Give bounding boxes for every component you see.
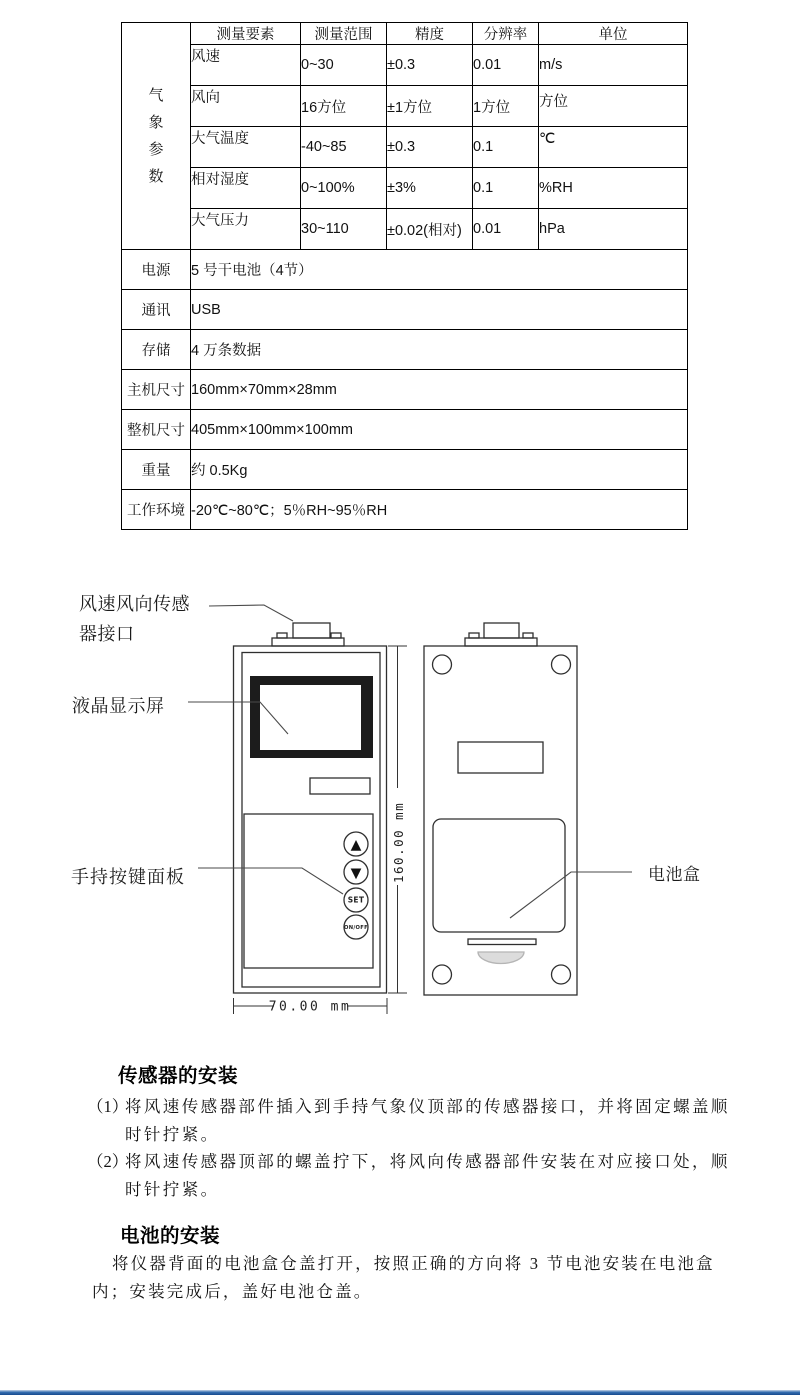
keypad-leader [198, 868, 343, 894]
info-value-cell: 4 万条数据 [191, 330, 688, 370]
sensor-port-leader [209, 605, 293, 621]
param-element-cell: 风向 [191, 86, 301, 127]
device-diagram [0, 580, 800, 1050]
sensor-port-lug-left [277, 633, 287, 638]
install-step [89, 1148, 737, 1203]
info-label-cell: 重量 [122, 450, 191, 490]
param-resolution-cell: 0.01 [473, 209, 539, 250]
param-element-cell: 相对湿度 [191, 168, 301, 209]
screw-hole [552, 965, 571, 984]
param-range-cell: 0~100% [301, 168, 387, 209]
down-arrow-icon: ▼ [350, 865, 362, 882]
install-step [89, 1093, 737, 1148]
section-title-battery-install: 电池的安装 [120, 1226, 221, 1247]
param-accuracy-cell: ±3% [387, 168, 473, 209]
back-port-connector [484, 623, 519, 638]
sensor-install-steps [89, 1093, 737, 1203]
set-button-label: SET [347, 895, 365, 905]
battery-cover-slot [468, 939, 536, 945]
weather-params-group-label: 气象参数 [148, 87, 164, 185]
info-value-cell: 5 号干电池（4节） [191, 250, 688, 290]
back-view [424, 623, 577, 995]
sensor-port-connector [293, 623, 330, 638]
step-number: （1） [87, 1097, 129, 1116]
param-unit-cell: ℃ [539, 127, 688, 168]
step-text: 将风速传感器部件插入到手持气象仪顶部的传感器接口，并将固定螺盖顺时针拧紧。 [125, 1097, 730, 1144]
lcd-screen [260, 685, 361, 750]
info-value-cell: 约 0.5Kg [191, 450, 688, 490]
param-range-cell: 16方位 [301, 86, 387, 127]
param-element-cell: 大气压力 [191, 209, 301, 250]
param-accuracy-cell: ±0.02(相对) [387, 209, 473, 250]
info-row [122, 370, 688, 410]
param-resolution-cell: 0.1 [473, 127, 539, 168]
column-header: 单位 [539, 23, 688, 45]
screw-hole [433, 655, 452, 674]
param-element-cell: 风速 [191, 45, 301, 86]
info-value-cell: 160mm×70mm×28mm [191, 370, 688, 410]
param-unit-cell: 方位 [539, 86, 688, 127]
info-value-cell: -20℃~80℃；5％RH~95％RH [191, 490, 688, 530]
section-title-sensor-install: 传感器的安装 [118, 1066, 239, 1087]
info-label-cell: 整机尺寸 [122, 410, 191, 450]
info-row [122, 410, 688, 450]
info-label-cell: 主机尺寸 [122, 370, 191, 410]
param-unit-cell: %RH [539, 168, 688, 209]
info-row [122, 250, 688, 290]
param-resolution-cell: 0.01 [473, 45, 539, 86]
param-row [122, 86, 688, 127]
back-case-outline [424, 646, 577, 995]
info-row [122, 290, 688, 330]
back-port-lug-left [469, 633, 479, 638]
info-row [122, 490, 688, 530]
height-dimension: 160.00 mm [391, 801, 406, 883]
footer-rule [0, 1390, 800, 1395]
battery-cover [433, 819, 565, 932]
battery-install-paragraph: 将仪器背面的电池盒仓盖打开，按照正确的方向将 3 节电池安装在电池盒内；安装完成后，盖好电池仓盖。 [92, 1254, 715, 1301]
param-unit-cell: m/s [539, 45, 688, 86]
param-resolution-cell: 0.1 [473, 168, 539, 209]
param-row [122, 127, 688, 168]
param-element-cell: 大气温度 [191, 127, 301, 168]
screw-hole [552, 655, 571, 674]
front-small-window [310, 778, 370, 794]
spec-header-row [122, 23, 688, 45]
sensor-port-base [272, 638, 344, 646]
screw-hole [433, 965, 452, 984]
info-label-cell: 存储 [122, 330, 191, 370]
keypad-label: 手持按键面板 [71, 867, 185, 887]
info-value-cell: USB [191, 290, 688, 330]
battery-leader [510, 872, 632, 918]
width-dimension: 70.00 mm [268, 999, 352, 1015]
column-header: 精度 [387, 23, 473, 45]
step-text: 将风速传感器顶部的螺盖拧下，将风向传感器部件安装在对应接口处，顺时针拧紧。 [125, 1152, 730, 1199]
back-port-lug-right [523, 633, 533, 638]
info-row [122, 330, 688, 370]
spec-table [121, 22, 688, 530]
info-label-cell: 通讯 [122, 290, 191, 330]
onoff-button-label: ON/OFF [344, 925, 368, 931]
info-row [122, 450, 688, 490]
info-label-cell: 电源 [122, 250, 191, 290]
thumb-notch [478, 952, 524, 964]
back-port-base [465, 638, 537, 646]
param-row [122, 168, 688, 209]
info-label-cell: 工作环境 [122, 490, 191, 530]
param-accuracy-cell: ±0.3 [387, 127, 473, 168]
param-range-cell: 30~110 [301, 209, 387, 250]
column-header: 测量要素 [191, 23, 301, 45]
param-resolution-cell: 1方位 [473, 86, 539, 127]
column-header: 分辨率 [473, 23, 539, 45]
battery-box-label: 电池盒 [648, 865, 701, 884]
param-range-cell: 0~30 [301, 45, 387, 86]
step-number: （2） [87, 1152, 129, 1171]
sensor-port-lug-right [331, 633, 341, 638]
param-row [122, 45, 688, 86]
lcd-label: 液晶显示屏 [72, 696, 165, 716]
up-arrow-icon: ▲ [350, 837, 362, 853]
info-value-cell: 405mm×100mm×100mm [191, 410, 688, 450]
param-range-cell: -40~85 [301, 127, 387, 168]
param-accuracy-cell: ±0.3 [387, 45, 473, 86]
sensor-port-label: 风速风向传感器接口 [79, 594, 190, 644]
front-view [234, 623, 387, 993]
param-accuracy-cell: ±1方位 [387, 86, 473, 127]
param-row [122, 209, 688, 250]
back-label-plate [458, 742, 543, 773]
param-unit-cell: hPa [539, 209, 688, 250]
column-header: 测量范围 [301, 23, 387, 45]
weather-params-group-cell [122, 23, 191, 250]
